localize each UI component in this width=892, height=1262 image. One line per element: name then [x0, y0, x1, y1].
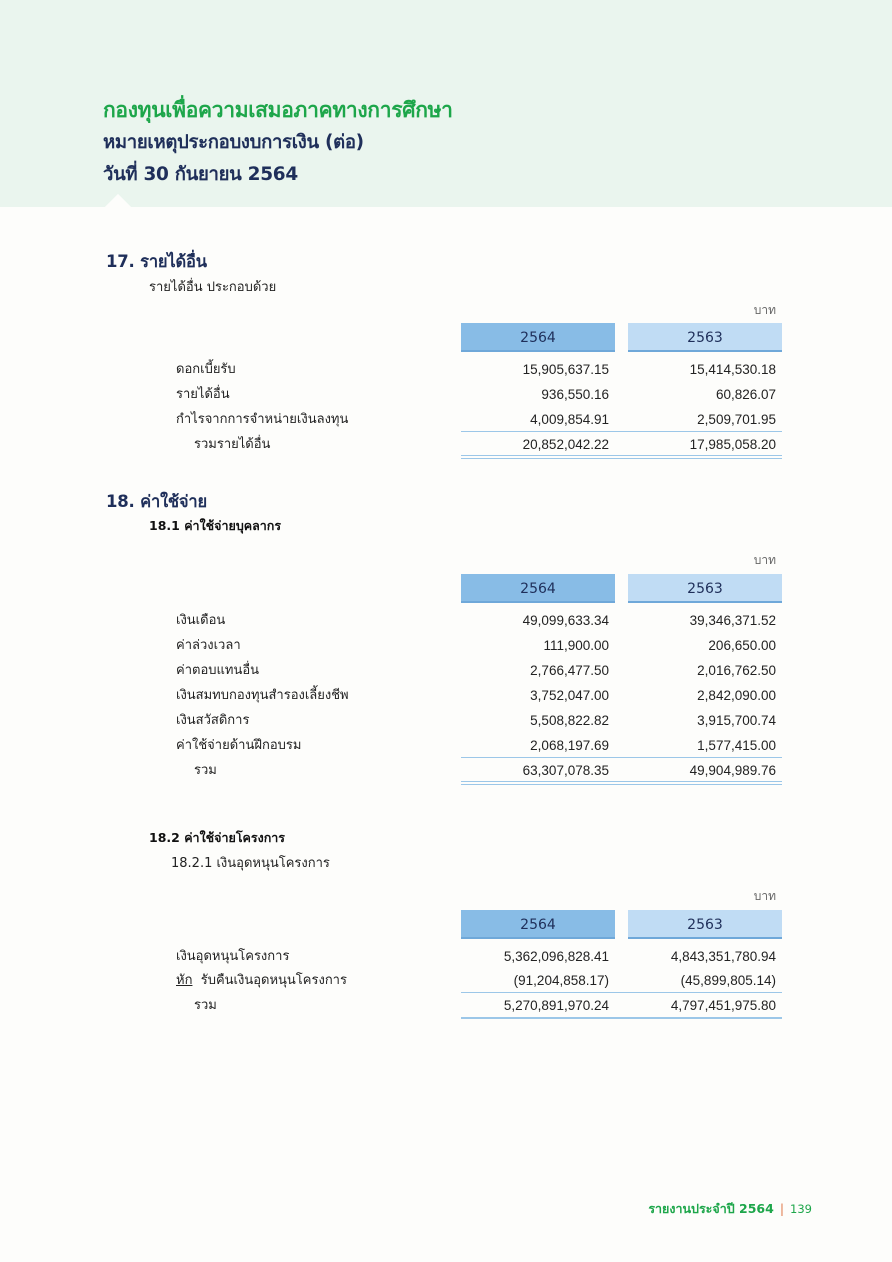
value-2563: 1,577,415.00: [697, 738, 776, 753]
section-18-2-title: 18.2 ค่าใช้จ่ายโครงการ: [149, 830, 286, 845]
row-label: รายได้อื่น: [176, 387, 230, 402]
report-title: รายงานประจำปี 2564: [648, 1201, 774, 1216]
row-label: ค่าตอบแทนอื่น: [176, 663, 260, 678]
deduct-label: รับคืนเงินอุดหนุนโครงการ: [200, 973, 347, 988]
table-row: [176, 658, 782, 683]
value-2564: 111,900.00: [543, 638, 609, 653]
page-number: 139: [790, 1202, 812, 1216]
bottom-rule: [461, 1017, 782, 1019]
value-2563: 206,650.00: [708, 638, 776, 653]
value-2564: 5,362,096,828.41: [503, 949, 609, 964]
value-2564: 5,508,822.82: [530, 713, 609, 728]
total-2563: 49,904,989.76: [689, 763, 776, 778]
value-2563: 2,842,090.00: [697, 688, 776, 703]
double-rule: [461, 781, 782, 785]
row-label: ดอกเบี้ยรับ: [176, 362, 236, 377]
table-row: [176, 708, 782, 733]
section-18-title: 18. ค่าใช้จ่าย: [106, 492, 207, 511]
total-2563: 17,985,058.20: [689, 437, 776, 452]
total-row: [176, 758, 782, 783]
total-label: รวมรายได้อื่น: [194, 437, 271, 452]
unit-label: บาท: [753, 303, 776, 317]
org-title: กองทุนเพื่อความเสมอภาคทางการศึกษา: [103, 98, 453, 122]
value-2563: (45,899,805.14): [680, 973, 776, 988]
page-footer: [648, 1199, 812, 1219]
section-18-2-1-title: 18.2.1 เงินอุดหนุนโครงการ: [171, 856, 330, 871]
deduct-prefix: หัก: [176, 973, 193, 988]
total-label: รวม: [194, 763, 217, 778]
total-2564: 63,307,078.35: [522, 763, 609, 778]
value-2563: 15,414,530.18: [689, 362, 776, 377]
unit-label: บาท: [753, 553, 776, 567]
column-header-2563: 2563: [628, 323, 782, 352]
value-2563: 39,346,371.52: [689, 613, 776, 628]
row-label: [176, 968, 347, 993]
value-2564: 4,009,854.91: [530, 412, 609, 427]
column-header-2563: 2563: [628, 574, 782, 603]
table-row: [176, 382, 782, 407]
value-2564: (91,204,858.17): [513, 973, 609, 988]
total-2563: 4,797,451,975.80: [670, 998, 776, 1013]
value-2563: 2,016,762.50: [697, 663, 776, 678]
table-row: [176, 944, 782, 969]
column-header-2564: 2564: [461, 574, 615, 603]
date-line: วันที่ 30 กันยายน 2564: [103, 164, 298, 185]
column-header-2564: 2564: [461, 323, 615, 352]
total-2564: 5,270,891,970.24: [503, 998, 609, 1013]
double-rule: [461, 455, 782, 459]
column-header-2563: 2563: [628, 910, 782, 939]
row-label: กำไรจากการจำหน่ายเงินลงทุน: [176, 412, 349, 427]
section-17-title: 17. รายได้อื่น: [106, 252, 207, 271]
value-2563: 4,843,351,780.94: [670, 949, 776, 964]
section-17-intro: รายได้อื่น ประกอบด้วย: [149, 280, 277, 295]
footer-separator: |: [779, 1201, 785, 1216]
value-2564: 936,550.16: [541, 387, 609, 402]
value-2564: 49,099,633.34: [522, 613, 609, 628]
value-2564: 2,766,477.50: [530, 663, 609, 678]
value-2564: 3,752,047.00: [530, 688, 609, 703]
row-label: ค่าใช้จ่ายด้านฝึกอบรม: [176, 738, 302, 753]
table-row: [176, 968, 782, 993]
table-row: [176, 357, 782, 382]
table-row: [176, 683, 782, 708]
section-18-1-title: 18.1 ค่าใช้จ่ายบุคลากร: [149, 518, 282, 533]
table-row: [176, 733, 782, 758]
column-header-2564: 2564: [461, 910, 615, 939]
value-2563: 2,509,701.95: [697, 412, 776, 427]
table-row: [176, 608, 782, 633]
value-2564: 15,905,637.15: [522, 362, 609, 377]
value-2563: 60,826.07: [715, 387, 776, 402]
row-label: เงินอุดหนุนโครงการ: [176, 949, 290, 964]
row-label: เงินสวัสดิการ: [176, 713, 250, 728]
total-row: [176, 993, 782, 1018]
value-2563: 3,915,700.74: [697, 713, 776, 728]
row-label: ค่าล่วงเวลา: [176, 638, 241, 653]
row-label: เงินสมทบกองทุนสำรองเลี้ยงชีพ: [176, 688, 349, 703]
total-row: [176, 432, 782, 457]
total-label: รวม: [194, 998, 217, 1013]
table-row: [176, 407, 782, 432]
value-2564: 2,068,197.69: [530, 738, 609, 753]
table-row: [176, 633, 782, 658]
row-label: เงินเดือน: [176, 613, 226, 628]
total-2564: 20,852,042.22: [522, 437, 609, 452]
doc-title: หมายเหตุประกอบงบการเงิน (ต่อ): [103, 132, 364, 153]
unit-label: บาท: [753, 889, 776, 903]
